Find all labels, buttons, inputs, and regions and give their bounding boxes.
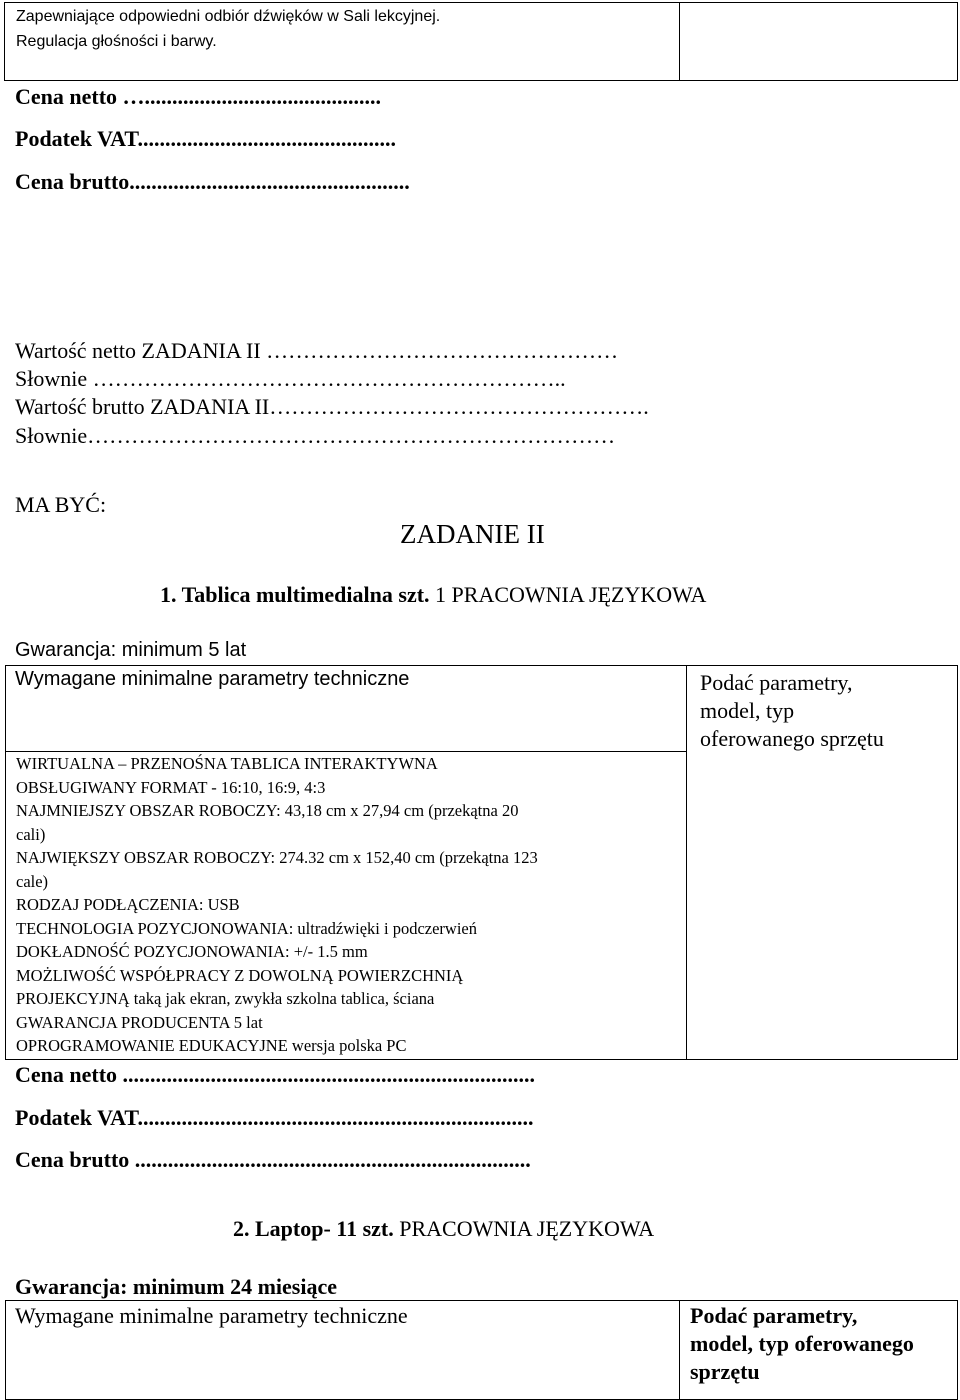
item2-provide-header-2: model, typ oferowanego: [690, 1331, 914, 1356]
item1-req-header: Wymagane minimalne parametry techniczne: [15, 668, 410, 690]
item1-warranty: Gwarancja: minimum 5 lat: [15, 639, 247, 661]
top-table-divider: [679, 2, 680, 81]
ma-byc-label: MA BYĆ:: [15, 492, 107, 517]
item1-price-brutto: Cena brutto ........................................................................: [15, 1147, 531, 1172]
item2-title-bold: 2. Laptop- 11 szt.: [233, 1216, 394, 1241]
task-title: ZADANIE II: [400, 519, 545, 549]
item1-specs: [16, 752, 538, 1058]
item2-provide-header-3: sprzętu: [690, 1359, 760, 1384]
item1-provide-header-3: oferowanego sprzętu: [700, 726, 884, 751]
item1-price-vat: Podatek VAT........................................................................: [15, 1105, 534, 1130]
item2-warranty: Gwarancja: minimum 24 miesiące: [15, 1274, 337, 1299]
item1-provide-header-1: Podać parametry,: [700, 670, 853, 695]
item2-provide-header-1: Podać parametry,: [690, 1303, 858, 1328]
item1-provide-header-2: model, typ: [700, 698, 795, 723]
summary-netto-value: Wartość netto ZADANIA II …………………………………………: [15, 338, 619, 363]
spec-line: cali): [16, 824, 46, 844]
spec-line: NAJMNIEJSZY OBSZAR ROBOCZY: 43,18 cm x 27,94 cm (przekątna 20: [16, 801, 519, 820]
item2-req-header: Wymagane minimalne parametry techniczne: [15, 1303, 408, 1328]
spec-line: DOKŁADNOŚĆ POZYCJONOWANIA: +/- 1.5 mm: [16, 942, 368, 961]
spec-line: cale): [16, 871, 49, 891]
spec-line: OBSŁUGIWANY FORMAT - 16:10, 16:9, 4:3: [16, 777, 326, 797]
summary-netto-words: Słownie ………………………………………………………..: [15, 366, 566, 391]
item1-title-rest: 1 PRACOWNIA JĘZYKOWA: [429, 582, 707, 607]
item2-title: [233, 1216, 654, 1242]
item2-title-rest: PRACOWNIA JĘZYKOWA: [393, 1216, 655, 1241]
price-vat-1: Podatek VAT...............................................: [15, 126, 396, 151]
price-brutto-1: Cena brutto...................................................: [15, 169, 410, 194]
top-table-line-2: Regulacja głośności i barwy.: [16, 33, 217, 50]
price-netto-1: Cena netto …...........................................: [15, 84, 382, 109]
item2-table-divider: [679, 1300, 680, 1400]
spec-line: PROJEKCYJNĄ taką jak ekran, zwykła szkolna tablica, ściana: [16, 989, 435, 1008]
item1-title-bold: 1. Tablica multimedialna szt.: [160, 582, 430, 607]
spec-line: WIRTUALNA – PRZENOŚNA TABLICA INTERAKTYWNA: [16, 754, 438, 773]
spec-line: RODZAJ PODŁĄCZENIA: USB: [16, 895, 240, 914]
item1-price-netto: Cena netto ...........................................................................: [15, 1062, 536, 1087]
item1-table-divider: [686, 665, 687, 1060]
spec-line: TECHNOLOGIA POZYCJONOWANIA: ultradźwięki i podczerwień: [16, 918, 477, 938]
spec-line: NAJWIĘKSZY OBSZAR ROBOCZY: 274.32 cm x 152,40 cm (przekątna 123: [16, 848, 538, 867]
summary-brutto-words: Słownie………………………………………………………………: [15, 423, 616, 448]
summary-brutto-value: Wartość brutto ZADANIA II…………………………………………….: [15, 394, 649, 419]
top-table-line-1: Zapewniające odpowiedni odbiór dźwięków w Sali lekcyjnej.: [16, 8, 441, 25]
spec-line: OPROGRAMOWANIE EDUKACYJNE wersja polska PC: [16, 1036, 407, 1055]
spec-line: MOŻLIWOŚĆ WSPÓŁPRACY Z DOWOLNĄ POWIERZCHNIĄ: [16, 965, 464, 985]
item1-title: [160, 582, 706, 608]
spec-line: GWARANCJA PRODUCENTA 5 lat: [16, 1012, 263, 1032]
